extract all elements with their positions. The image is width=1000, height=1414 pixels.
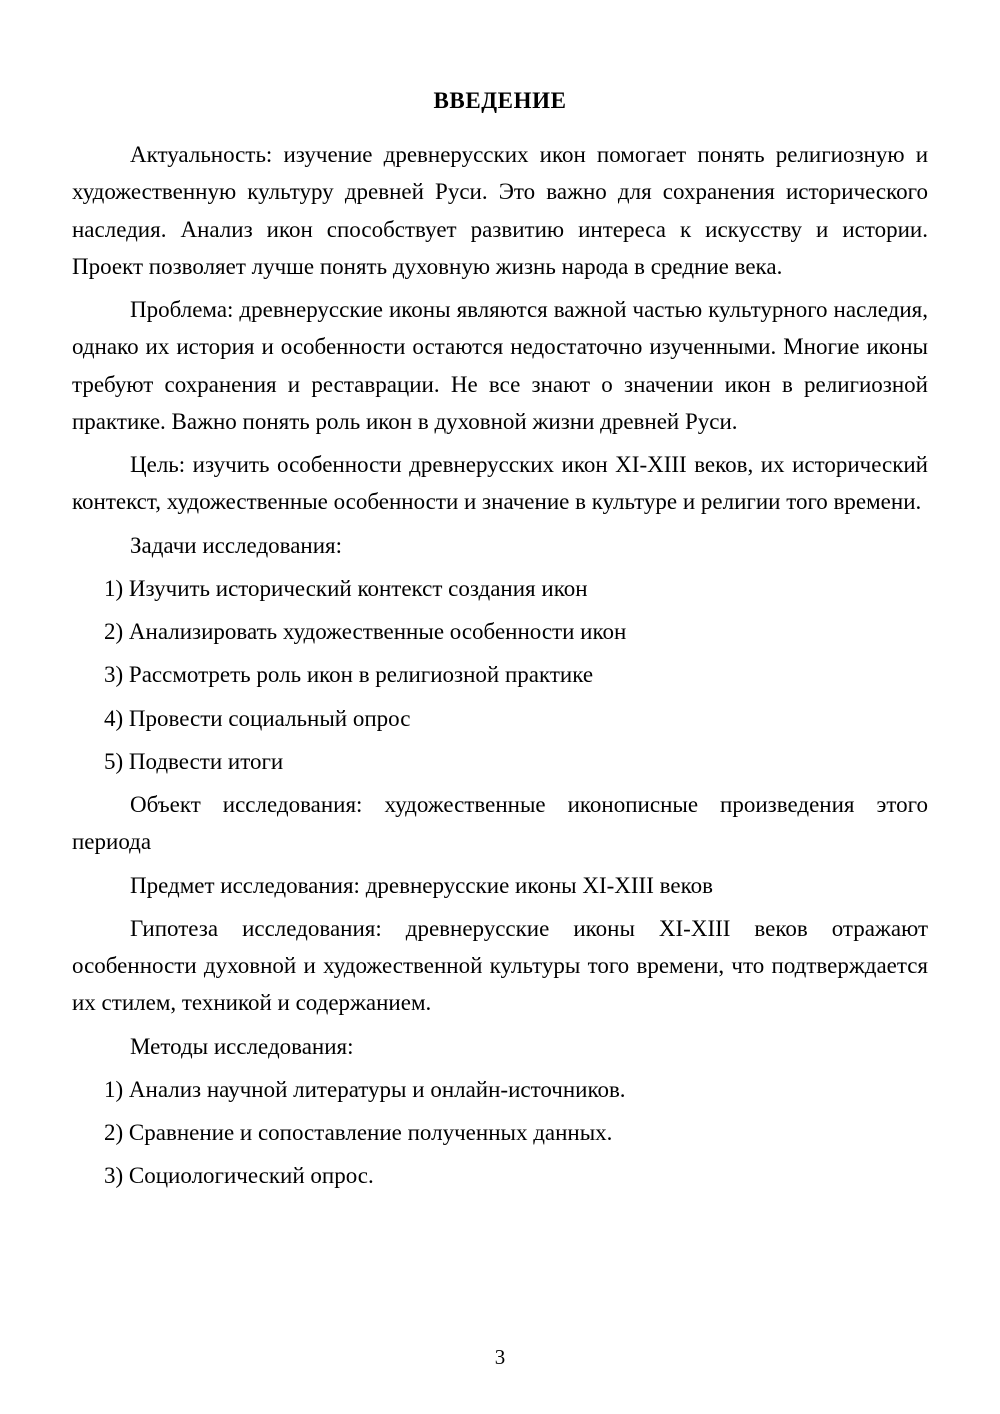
paragraph-hypothesis: Гипотеза исследования: древнерусские иконы XI-XIII веков отражают особенности духовной и художественной культуры того времени, что подтверждается их стилем, техникой и содержанием. [72,915,928,1016]
paragraph-goal: Цель: изучить особенности древнерусских икон XI-XIII веков, их исторический контекст, художественные особенности и значение в культуре и религии того времени. [72,452,928,515]
page-title: ВВЕДЕНИЕ [433,88,567,113]
page-number: 3 [494,1345,506,1369]
paragraph-object: Объект исследования: художественные иконописные произведения этого периода [72,792,928,855]
list-item: 2) Сравнение и сопоставление полученных данных. [104,1120,613,1145]
list-item: 3) Рассмотреть роль икон в религиозной практике [104,662,594,688]
tasks-label: Задачи исследования: [130,532,343,558]
list-item: 2) Анализировать художественные особенности икон [104,619,627,644]
list-item: 1) Анализ научной литературы и онлайн-источников. [104,1076,626,1102]
list-item: 1) Изучить исторический контекст создания икон [104,575,588,601]
list-item: 4) Провести социальный опрос [104,705,411,731]
list-item: 5) Подвести итоги [104,748,284,774]
paragraph-problem: Проблема: древнерусские иконы являются важной частью культурного наследия, однако их история и особенности остаются недостаточно изученными. Многие иконы требуют сохранения и реставрации. Не все знают о значении икон в религиозной практике. Важно понять роль икон в духовной жизни древней Руси. [72,297,928,434]
paragraph-subject: Предмет исследования: древнерусские иконы XI-XIII веков [130,872,713,898]
list-item: 3) Социологический опрос. [104,1163,374,1189]
paragraph-relevance: Актуальность: изучение древнерусских икон помогает понять религиозную и художественную культуру древней Руси. Это важно для сохранения исторического наследия. Анализ икон способствует развитию интереса к искусству и истории. Проект позволяет лучше понять духовную жизнь народа в средние века. [72,142,928,279]
methods-label: Методы исследования: [130,1033,354,1059]
